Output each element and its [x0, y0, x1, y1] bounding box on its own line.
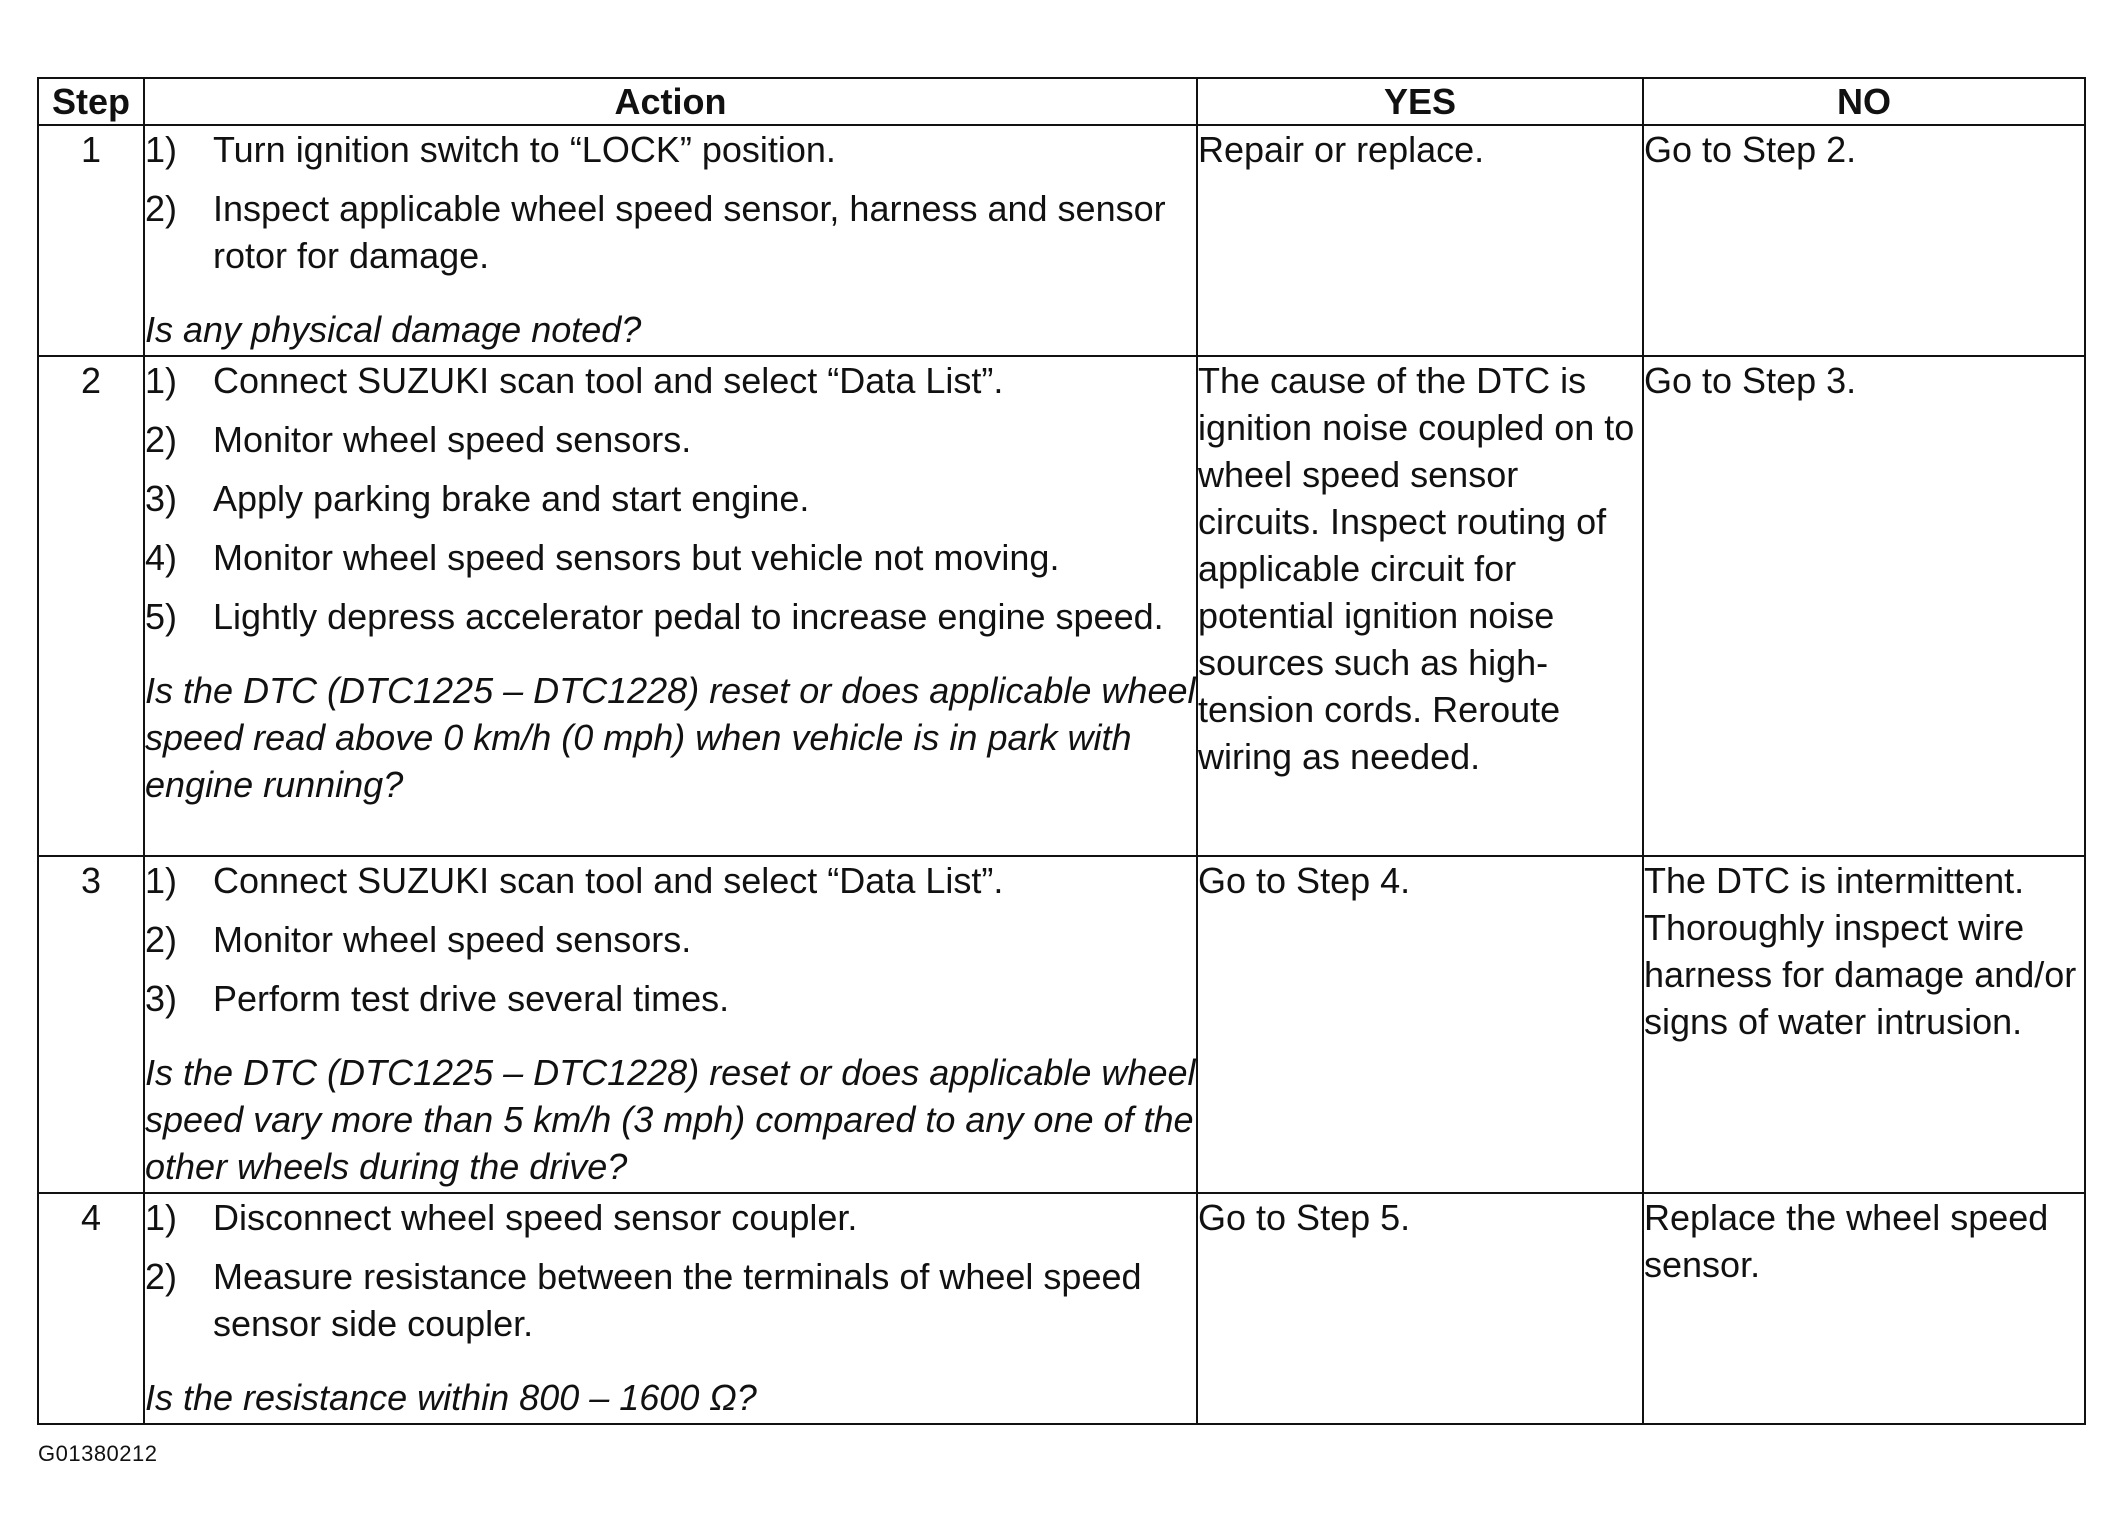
list-item-text: Inspect applicable wheel speed sensor, harness and sensor rotor for damage.	[213, 188, 1166, 276]
list-item	[145, 416, 1196, 463]
action-cell	[144, 1193, 1197, 1424]
action-list	[145, 126, 1196, 279]
list-item	[145, 534, 1196, 581]
yes-result: Go to Step 4.	[1197, 856, 1643, 1193]
table-row	[38, 356, 2085, 856]
check-question: Is the DTC (DTC1225 – DTC1228) reset or does applicable wheel speed vary more than 5 km/h (3 mph) compared to any one of the other wheels during the drive?	[145, 1052, 1196, 1187]
header-action: Action	[144, 78, 1197, 125]
no-result: The DTC is intermittent. Thoroughly inspect wire harness for damage and/or signs of water intrusion.	[1643, 856, 2085, 1193]
step-number: 4	[38, 1193, 144, 1424]
header-yes: YES	[1197, 78, 1643, 125]
list-item-number: 4)	[145, 537, 178, 578]
list-item-number: 2)	[145, 1256, 178, 1297]
list-item-text: Monitor wheel speed sensors.	[213, 419, 692, 460]
check-question: Is any physical damage noted?	[145, 309, 642, 350]
no-result: Go to Step 3.	[1643, 356, 2085, 856]
step-number: 2	[38, 356, 144, 856]
table-header-row	[38, 78, 2085, 125]
action-cell	[144, 356, 1197, 856]
list-item-text: Apply parking brake and start engine.	[213, 478, 810, 519]
no-result: Go to Step 2.	[1643, 125, 2085, 356]
figure-code: G01380212	[38, 1441, 158, 1466]
header-no: NO	[1643, 78, 2085, 125]
list-item-text: Perform test drive several times.	[213, 978, 730, 1019]
list-item-number: 1)	[145, 129, 178, 170]
list-item-number: 1)	[145, 860, 178, 901]
table-row	[38, 125, 2085, 356]
list-item-number: 1)	[145, 1197, 178, 1238]
list-item	[145, 1253, 1196, 1347]
list-item	[145, 185, 1196, 279]
list-item-text: Lightly depress accelerator pedal to increase engine speed.	[213, 596, 1164, 637]
action-cell	[144, 125, 1197, 356]
list-item	[145, 916, 1196, 963]
table-row	[38, 1193, 2085, 1424]
list-item-number: 2)	[145, 919, 178, 960]
action-list	[145, 857, 1196, 1022]
list-item	[145, 357, 1196, 404]
list-item	[145, 1194, 1196, 1241]
list-item	[145, 857, 1196, 904]
list-item-text: Monitor wheel speed sensors but vehicle not moving.	[213, 537, 1060, 578]
action-list	[145, 1194, 1196, 1347]
step-number: 1	[38, 125, 144, 356]
list-item	[145, 975, 1196, 1022]
list-item-number: 1)	[145, 360, 178, 401]
list-item	[145, 593, 1196, 640]
list-item-text: Connect SUZUKI scan tool and select “Data List”.	[213, 360, 1004, 401]
step-number: 3	[38, 856, 144, 1193]
diagnostic-table	[37, 77, 2086, 1425]
check-question: Is the resistance within 800 – 1600 Ω?	[145, 1377, 757, 1418]
list-item-text: Disconnect wheel speed sensor coupler.	[213, 1197, 858, 1238]
header-step: Step	[38, 78, 144, 125]
list-item-number: 5)	[145, 596, 178, 637]
list-item-text: Turn ignition switch to “LOCK” position.	[213, 129, 836, 170]
yes-result: The cause of the DTC is ignition noise coupled on to wheel speed sensor circuits. Inspect routing of applicable circuit for potential ignition noise sources such as high-tension cords. Reroute wiring as needed.	[1197, 356, 1643, 856]
check-question: Is the DTC (DTC1225 – DTC1228) reset or does applicable wheel speed read above 0 km/h (0 mph) when vehicle is in park with engine running?	[145, 670, 1196, 805]
list-item-number: 2)	[145, 419, 178, 460]
no-result: Replace the wheel speed sensor.	[1643, 1193, 2085, 1424]
list-item-number: 2)	[145, 188, 178, 229]
action-cell	[144, 856, 1197, 1193]
list-item-text: Connect SUZUKI scan tool and select “Data List”.	[213, 860, 1004, 901]
yes-result: Repair or replace.	[1197, 125, 1643, 356]
table-row	[38, 856, 2085, 1193]
list-item	[145, 475, 1196, 522]
list-item-text: Measure resistance between the terminals of wheel speed sensor side coupler.	[213, 1256, 1142, 1344]
list-item-number: 3)	[145, 478, 178, 519]
action-list	[145, 357, 1196, 640]
yes-result: Go to Step 5.	[1197, 1193, 1643, 1424]
list-item-number: 3)	[145, 978, 178, 1019]
list-item-text: Monitor wheel speed sensors.	[213, 919, 692, 960]
list-item	[145, 126, 1196, 173]
